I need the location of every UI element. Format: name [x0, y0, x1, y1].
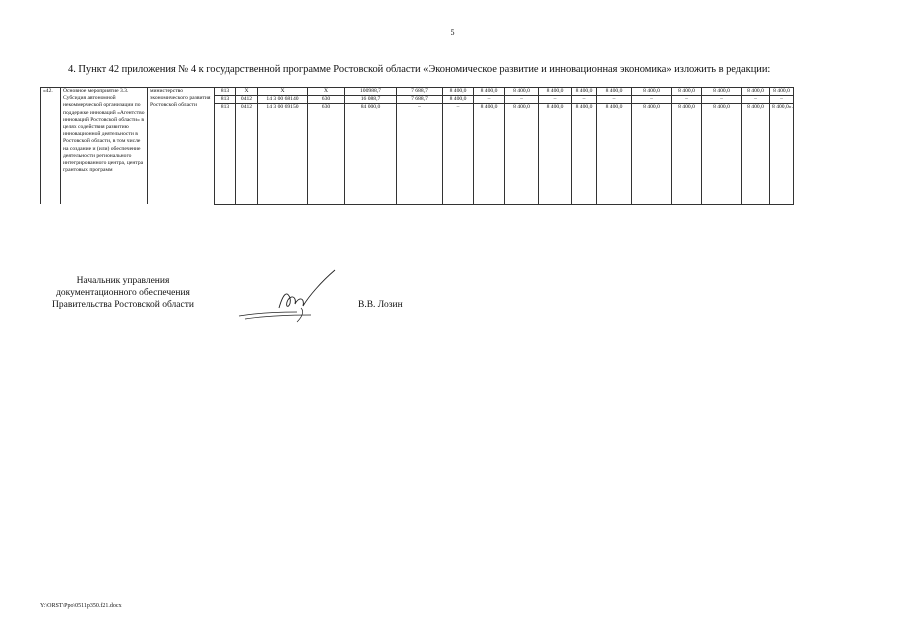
file-path: Y:\ORST\Ppo\0511p350.f21.docx [40, 603, 122, 609]
empty-cell [539, 112, 572, 205]
year-value-cell: 8 400,0 [505, 104, 539, 112]
year-value-cell: 8 400,0 [597, 88, 632, 96]
empty-cell [308, 112, 345, 205]
table-row [41, 88, 885, 96]
empty-cell [474, 112, 505, 205]
program-table [40, 87, 885, 205]
signer-name: В.В. Лозин [358, 300, 403, 310]
csr-cell: X [258, 88, 308, 96]
empty-cell [258, 112, 308, 205]
year-value-cell: 8 400,0 [742, 104, 770, 112]
signer-position-line: Начальник управления [76, 276, 170, 286]
empty-cell [397, 112, 443, 205]
vr-cell: 630 [308, 104, 345, 112]
year-value-cell: – [474, 96, 505, 104]
row-number-cell: «42. [41, 88, 61, 205]
csr-cell: 14 3 00 69150 [258, 104, 308, 112]
year-value-cell: 8 400,0 [539, 88, 572, 96]
signer-position-line: документационного обеспечения [56, 288, 190, 298]
total-cell: 84 000,0 [345, 104, 397, 112]
year-value-cell: 8 400,0 [770, 88, 794, 96]
grbs-cell: 813 [215, 88, 236, 96]
year-value-cell: – [632, 96, 672, 104]
year-value-cell: – [597, 96, 632, 104]
year-value-cell: – [702, 96, 742, 104]
empty-cell [443, 112, 474, 205]
year-value-cell: 8 400,0 [632, 104, 672, 112]
executor-cell: министерство экономического развития Ростовской области [148, 88, 215, 205]
empty-cell [505, 112, 539, 205]
csr-cell: 14 3 00 68140 [258, 96, 308, 104]
year-value-cell: – [505, 96, 539, 104]
rzpr-cell: 0412 [236, 104, 258, 112]
empty-cell [632, 112, 672, 205]
year-value-cell: 7 688,7 [397, 96, 443, 104]
year-value-cell: – [397, 104, 443, 112]
year-value-cell: 8 400,0 [632, 88, 672, 96]
year-value-cell: 8 400,0 [443, 88, 474, 96]
year-value-cell: – [672, 96, 702, 104]
year-value-cell: 8 400,0 [672, 88, 702, 96]
year-value-cell: 8 400,0 [474, 88, 505, 96]
empty-cell [215, 112, 236, 205]
year-value-cell: – [770, 96, 794, 104]
year-value-cell: 8 400,0 [572, 104, 597, 112]
year-value-cell: 7 688,7 [397, 88, 443, 96]
year-value-cell: 8 400,0 [474, 104, 505, 112]
page-number: 5 [450, 28, 455, 37]
year-value-cell: – [572, 96, 597, 104]
year-value-cell: 8 400,0 [539, 104, 572, 112]
year-value-cell: 8 400,0». [770, 104, 794, 112]
year-value-cell: 8 400,0 [597, 104, 632, 112]
event-name-cell: Основное мероприятие 3.3. Субсидия автономной некоммерческой организации по поддержке инноваций «Агентство инноваций Ростовской области» в целях содействия развитию инновационной деятельности в Ростовской области, в том числе на создание и (или) обеспечение деятельности регионального интегрированного центра, центра грантовых программ [61, 88, 148, 205]
year-value-cell: 8 400,0 [505, 88, 539, 96]
amendment-heading: 4. Пункт 42 приложения № 4 к государственной программе Ростовской области «Экономическое развитие и инновационная экономика» изложить в редакции: [68, 64, 771, 75]
empty-cell [572, 112, 597, 205]
year-value-cell: 8 400,0 [742, 88, 770, 96]
total-cell: 100988,7 [345, 88, 397, 96]
empty-cell [742, 112, 770, 205]
empty-cell [597, 112, 632, 205]
year-value-cell: 8 400,0 [672, 104, 702, 112]
year-value-cell: 8 400,0 [443, 96, 474, 104]
year-value-cell: – [443, 104, 474, 112]
year-value-cell: 8 400,0 [702, 88, 742, 96]
grbs-cell: 813 [215, 104, 236, 112]
grbs-cell: 813 [215, 96, 236, 104]
signer-position [38, 275, 208, 311]
empty-cell [236, 112, 258, 205]
empty-cell [345, 112, 397, 205]
year-value-cell: 8 400,0 [572, 88, 597, 96]
vr-cell: X [308, 88, 345, 96]
empty-cell [702, 112, 742, 205]
year-value-cell: – [742, 96, 770, 104]
rzpr-cell: X [236, 88, 258, 96]
total-cell: 16 088,7 [345, 96, 397, 104]
empty-cell [672, 112, 702, 205]
rzpr-cell: 0412 [236, 96, 258, 104]
program-table-body [41, 88, 885, 205]
vr-cell: 630 [308, 96, 345, 104]
year-value-cell: 8 400,0 [702, 104, 742, 112]
handwritten-signature [235, 268, 345, 324]
signer-position-line: Правительства Ростовской области [52, 300, 194, 310]
year-value-cell: – [539, 96, 572, 104]
empty-cell [770, 112, 794, 205]
